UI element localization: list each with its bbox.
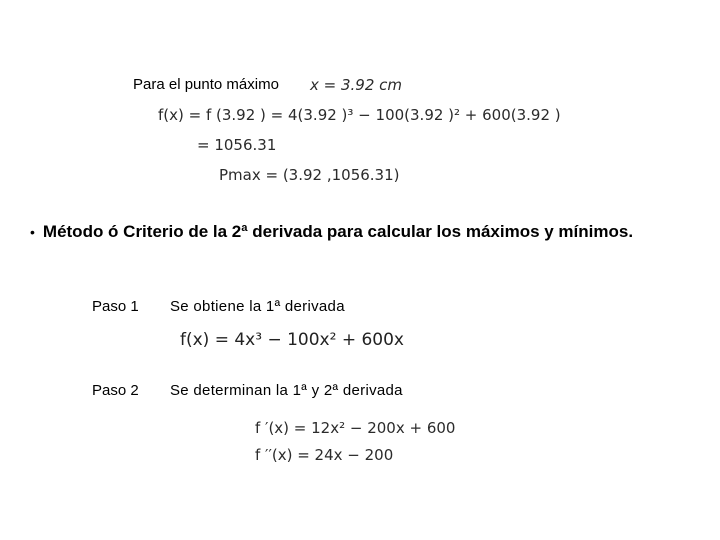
- paso-2-first-derivative: f ′(x) = 12x² − 200x + 600: [255, 419, 456, 437]
- metodo-heading: [30, 222, 633, 242]
- equation-f-of-x-value: f(x) = f (3.92 ) = 4(3.92 )³ − 100(3.92 )² + 600(3.92 ): [158, 106, 561, 124]
- pmax-point: Pmax = (3.92 ,1056.31): [219, 166, 400, 184]
- paso-1-text: Se obtiene la 1ª derivada: [170, 298, 345, 315]
- paso-1-equation: f(x) = 4x³ − 100x² + 600x: [180, 330, 404, 350]
- bullet-icon: •: [30, 224, 35, 240]
- metodo-title: Método ó Criterio de la 2ª derivada para calcular los máximos y mínimos.: [42, 222, 634, 241]
- paso-2-second-derivative: f ′′(x) = 24x − 200: [255, 446, 394, 464]
- paso-1-label: Paso 1: [92, 298, 139, 315]
- paso-2-text: Se determinan la 1ª y 2ª derivada: [170, 382, 403, 399]
- equation-result: = 1056.31: [197, 136, 277, 154]
- paso-2-label: Paso 2: [92, 382, 139, 399]
- maximo-label: Para el punto máximo: [133, 76, 279, 93]
- x-value: x = 3.92 cm: [310, 76, 403, 94]
